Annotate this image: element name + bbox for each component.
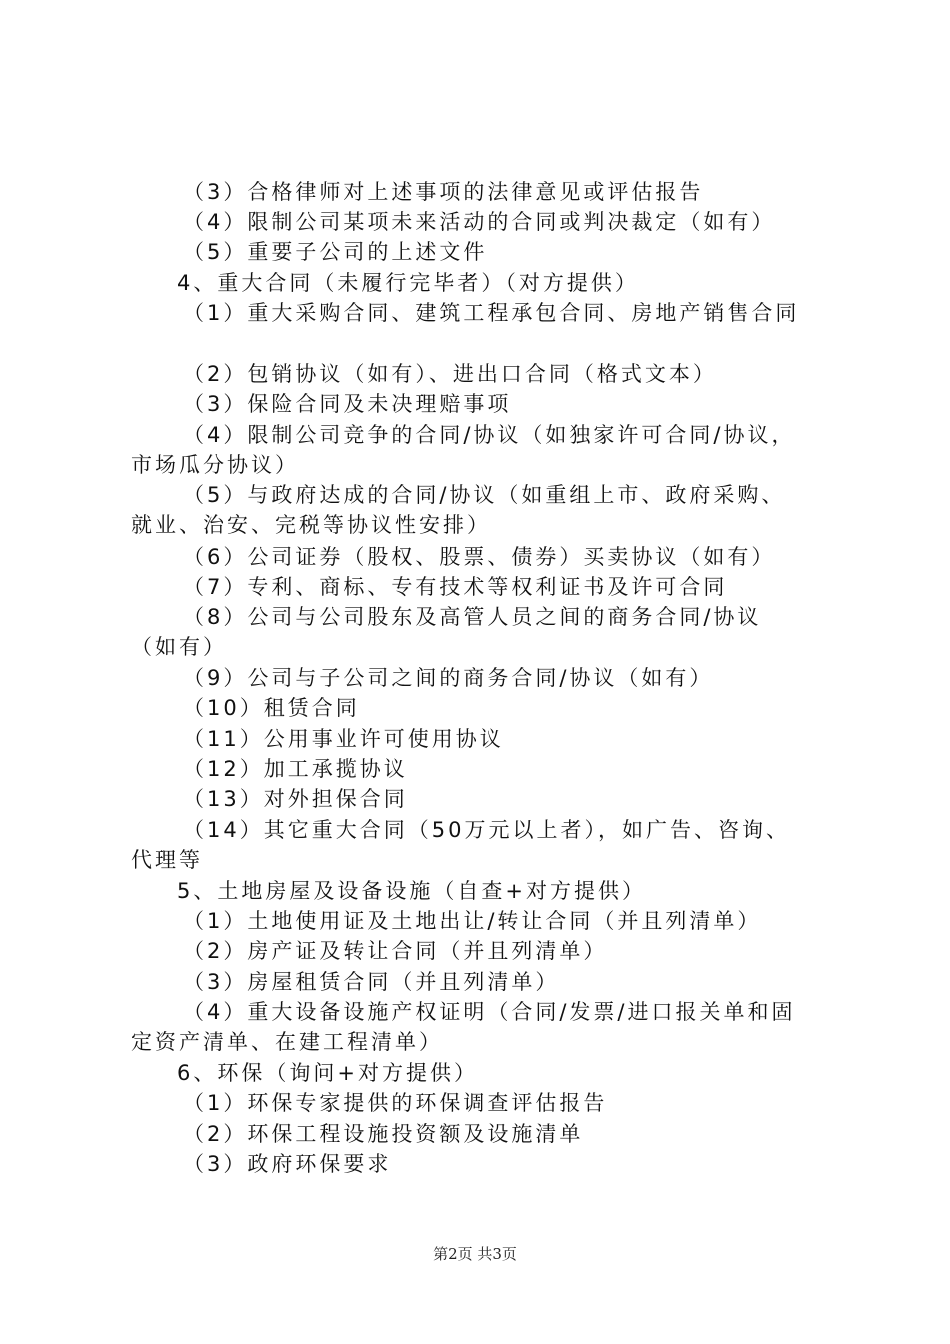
page-number-footer: 第2页 共3页: [433, 1245, 517, 1263]
text-line: （14）其它重大合同（50万元以上者），如广告、咨询、: [183, 818, 790, 842]
text-line: （1）环保专家提供的环保调查评估报告: [183, 1091, 608, 1115]
text-line: （13）对外担保合同: [183, 787, 408, 811]
text-line: （3）合格律师对上述事项的法律意见或评估报告: [183, 180, 704, 204]
text-line: （如有）: [131, 635, 227, 659]
text-line: 市场瓜分协议）: [131, 453, 299, 477]
text-line: （2）房产证及转让合同（并且列清单）: [183, 939, 608, 963]
text-line: （5）与政府达成的合同/协议（如重组上市、政府采购、: [183, 483, 786, 507]
text-line: （1）重大采购合同、建筑工程承包合同、房地产销售合同: [183, 301, 800, 325]
section-heading: 4、重大合同（未履行完毕者）（对方提供）: [177, 271, 639, 295]
text-line: （5）重要子公司的上述文件: [183, 240, 488, 264]
text-line: （11）公用事业许可使用协议: [183, 727, 504, 751]
text-line: （2）环保工程设施投资额及设施清单: [183, 1122, 584, 1146]
text-line: （4）限制公司某项未来活动的合同或判决裁定（如有）: [183, 210, 776, 234]
text-line: （4）限制公司竞争的合同/协议（如独家许可合同/协议，: [183, 423, 796, 447]
text-line: （10）租赁合同: [183, 696, 360, 720]
text-line: （7）专利、商标、专有技术等权利证书及许可合同: [183, 575, 728, 599]
text-line: （1）土地使用证及土地出让/转让合同（并且列清单）: [183, 909, 762, 933]
section-heading: 5、土地房屋及设备设施（自查+对方提供）: [177, 879, 646, 903]
text-line: （3）政府环保要求: [183, 1152, 392, 1176]
text-line: （9）公司与子公司之间的商务合同/协议（如有）: [183, 666, 714, 690]
text-line: （8）公司与公司股东及高管人员之间的商务合同/协议: [183, 605, 762, 629]
text-line: 代理等: [131, 848, 203, 872]
text-line: （3）房屋租赁合同（并且列清单）: [183, 970, 560, 994]
text-line: 定资产清单、在建工程清单）: [131, 1030, 443, 1054]
section-heading: 6、环保（询问+对方提供）: [177, 1061, 478, 1085]
text-line: （6）公司证券（股权、股票、债券）买卖协议（如有）: [183, 545, 776, 569]
text-line: （4）重大设备设施产权证明（合同/发票/进口报关单和固: [183, 1000, 796, 1024]
text-line: （3）保险合同及未决理赔事项: [183, 392, 512, 416]
text-line: （12）加工承揽协议: [183, 757, 408, 781]
text-line: （2）包销协议（如有）、进出口合同（格式文本）: [183, 362, 717, 386]
text-line: 就业、治安、完税等协议性安排）: [131, 513, 491, 537]
